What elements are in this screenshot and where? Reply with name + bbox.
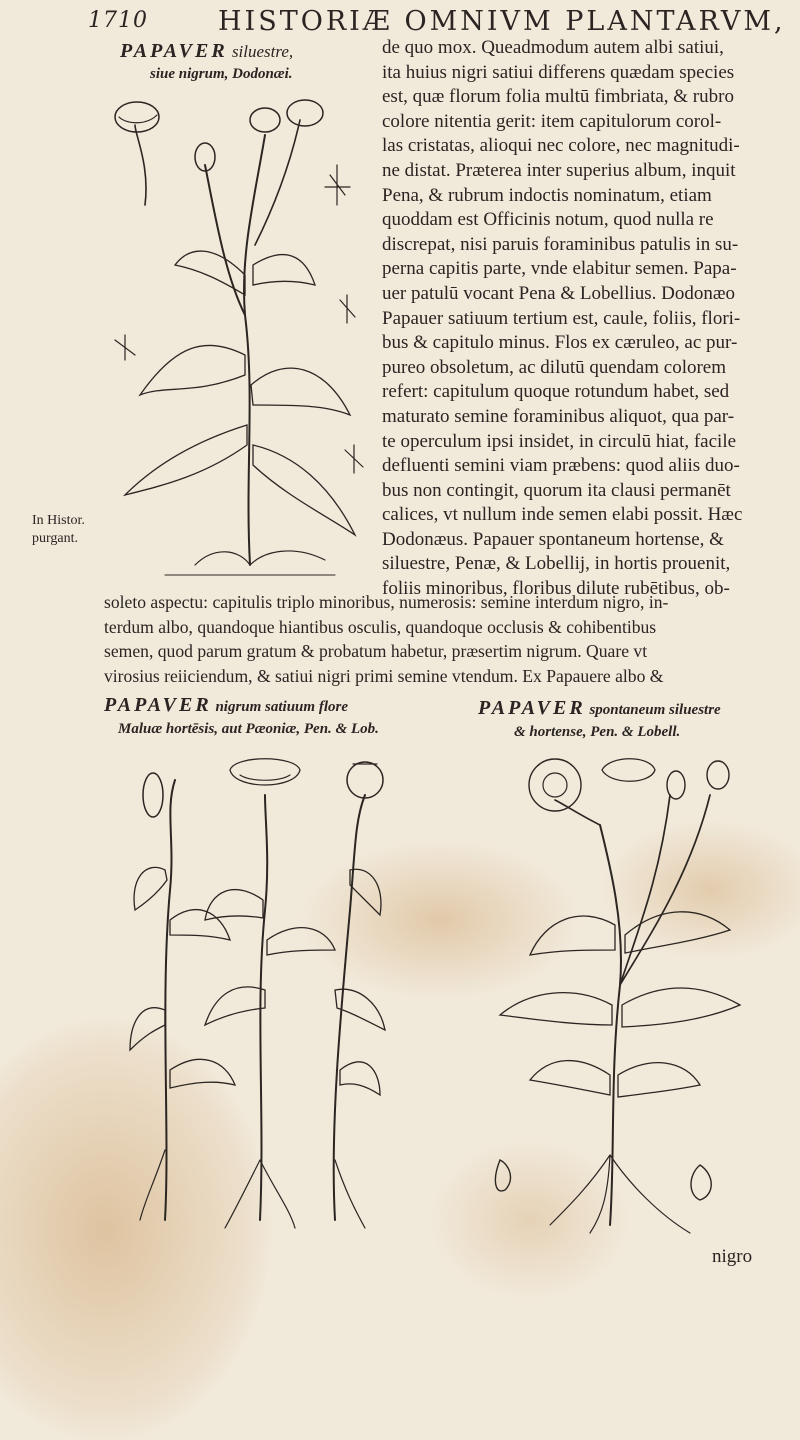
page-number: 1710: [88, 8, 148, 33]
text-line: siluestre, Penæ, & Lobellij, in hortis prouenit,: [382, 553, 731, 575]
margin-note: [32, 512, 85, 548]
text-line: calices, vt nullum inde semen elabi possit. Hæc: [382, 504, 743, 526]
page-header: [88, 6, 786, 38]
text-line: de quo mox. Queadmodum autem albi satiui,: [382, 37, 724, 58]
text-line: foliis minoribus, floribus dilute rubētibus, ob-: [382, 578, 730, 600]
margin-note-line: In Histor.: [32, 513, 85, 528]
figure3-caption-line2: & hortense, Pen. & Lobell.: [514, 724, 681, 740]
poppy-woodcut-illustration: [490, 755, 770, 1235]
running-title: HISTORIÆ OMNIVM PLANTARVM,: [218, 6, 786, 37]
full-width-text: [104, 590, 668, 688]
text-line: pureo obsoletum, ac dilutū quendam colorem: [382, 356, 727, 378]
text-line: virosius reiiciendum, & satiui nigri primi semine vtendum. Ex Papauere albo &: [104, 665, 664, 686]
text-line: discrepat, nisi paruis foraminibus patulis in su-: [382, 233, 739, 255]
poppy-woodcut-illustration: [125, 750, 395, 1230]
figure1-caption-cap: PAPAVER: [120, 40, 228, 62]
text-line: ita huius nigri satiui differens quædam species: [382, 61, 735, 83]
margin-note-line: purgant.: [32, 531, 79, 546]
catchword: nigro: [712, 1246, 753, 1267]
text-line: bus non contingit, quorum ita clausi permanēt: [382, 479, 731, 501]
text-line: Papauer satiuum tertium est, caule, foliis, flori-: [382, 307, 741, 329]
text-line: semen, quod parum gratum & probatum habetur, præsertim nigrum. Quare vt: [104, 641, 648, 662]
text-line: las cristatas, alioqui nec colore, nec magnitudi-: [382, 135, 740, 157]
text-line: colore nitentia gerit: item capitulorum corol-: [382, 110, 722, 132]
text-line: Dodonæus. Papauer spontaneum hortense, &: [382, 528, 724, 550]
figure3-caption: [478, 697, 721, 743]
text-line: bus & capitulo minus. Flos ex cæruleo, ac pur-: [382, 332, 738, 354]
text-line: uer patulū vocant Pena & Lobellius. Dodonæo: [382, 282, 736, 304]
figure1-caption: [120, 40, 293, 85]
text-line: soleto aspectu: capitulis triplo minoribus, numerosis: semine interdum nigro, in-: [104, 592, 669, 612]
text-line: defluenti semini viam præbens: quod aliis duo-: [382, 455, 740, 477]
figure1-caption-line2: siue nigrum, Dodonæi.: [150, 66, 293, 82]
poppy-woodcut-illustration: [105, 95, 375, 585]
text-line: te operculum ipsi insidet, in circulū hiat, facile: [382, 430, 737, 452]
figure2-caption: [104, 694, 379, 740]
text-line: ne distat. Præterea inter superius album, inquit: [382, 159, 736, 181]
text-line: perna capitis parte, vnde elabitur semen. Papa-: [382, 258, 737, 280]
text-line: refert: capitulum quoque rotundum habet, sed: [382, 381, 730, 403]
figure2-caption-cap: PAPAVER: [104, 694, 212, 716]
text-line: maturato semine foraminibus aliquot, qua par-: [382, 405, 735, 427]
main-text-column: [382, 36, 742, 602]
figure2-caption-rest: nigrum satiuum flore: [211, 699, 348, 715]
figure1-caption-rest: siluestre,: [227, 42, 294, 61]
text-line: quoddam est Officinis notum, quod nulla re: [382, 209, 714, 231]
figure3-caption-cap: PAPAVER: [478, 697, 586, 719]
figure2-caption-line2: Maluæ hortēsis, aut Pæoniæ, Pen. & Lob.: [118, 721, 379, 737]
figure3-caption-rest: spontaneum siluestre: [585, 702, 721, 718]
text-line: est, quæ florum folia multū fimbriata, & rubro: [382, 86, 734, 108]
text-line: Pena, & rubrum indoctis nominatum, etiam: [382, 184, 712, 206]
text-line: terdum albo, quandoque hiantibus osculis, quandoque occlusis & cohibentibus: [104, 616, 657, 637]
